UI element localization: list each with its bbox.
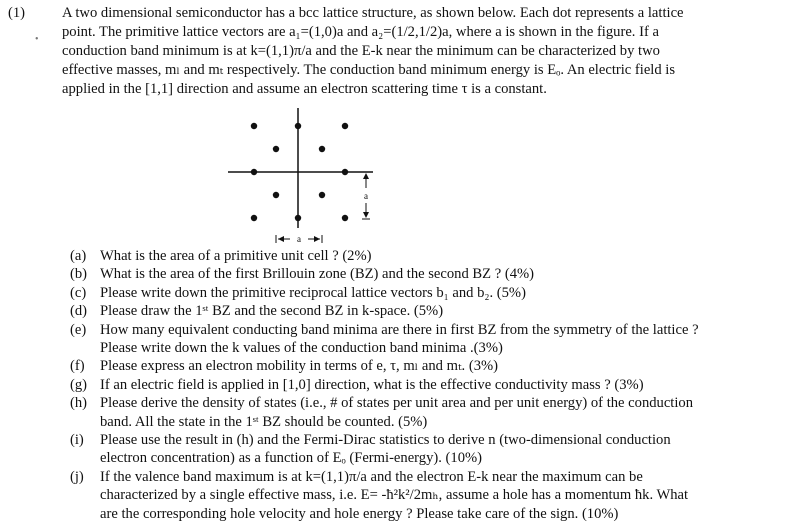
dimension-label-horizontal: a: [297, 234, 301, 244]
arrowhead-down-icon: [363, 212, 369, 218]
part-line: electron concentration) as a function of Eₒ (Fermi-energy). (10%): [100, 450, 483, 467]
arrowhead-left-icon: [278, 236, 284, 242]
lattice-point: [342, 123, 348, 129]
question-part-e: [70, 321, 804, 358]
part-text: [100, 376, 804, 394]
part-label: (j): [70, 468, 84, 485]
part-text: [100, 265, 804, 283]
lattice-point: [295, 215, 301, 221]
part-line: What is the area of the first Brillouin zone (BZ) and the second BZ ? (4%): [100, 266, 535, 283]
part-label: (a): [70, 248, 87, 264]
part-label: (c): [70, 284, 87, 301]
lattice-point: [273, 146, 279, 152]
question-part-a: [70, 247, 804, 265]
arrowhead-right-icon: [314, 236, 320, 242]
part-text: [100, 357, 804, 375]
part-text: [100, 302, 804, 320]
dimension-label-vertical: a: [364, 191, 368, 201]
part-line: If the valence band maximum is at k=(1,1)π/a and the electron E-k near the maximum can be: [100, 468, 643, 485]
part-line: Please use the result in (h) and the Fermi-Dirac statistics to derive n (two-dimensional conduction: [100, 432, 671, 449]
problem-number: (1): [8, 5, 26, 21]
part-label: (d): [70, 303, 88, 320]
margin-mark: •: [35, 34, 39, 45]
question-part-b: [70, 265, 804, 283]
intro-line: effective masses, mₗ and mₜ respectively. The conduction band minimum energy is Eₒ. An electric field is: [62, 62, 676, 78]
part-label: (h): [70, 395, 88, 412]
part-label: (g): [70, 376, 88, 393]
part-line: are the corresponding hole velocity and hole energy ? Please take care of the sign. (10%): [100, 505, 619, 522]
part-text: [100, 321, 804, 358]
lattice-point: [251, 215, 257, 221]
intro-line: point. The primitive lattice vectors are a₁=(1,0)a and a₂=(1/2,1/2)a, where a is shown in the figure. If a: [62, 24, 659, 40]
part-line: Please express an electron mobility in terms of e, τ, mₗ and mₜ. (3%): [100, 358, 499, 375]
part-line: band. All the state in the 1ˢᵗ BZ should be counted. (5%): [100, 413, 428, 430]
part-text: [100, 247, 804, 265]
question-part-j: [70, 468, 804, 523]
lattice-diagram: [228, 108, 398, 248]
intro-line: applied in the [1,1] direction and assume an electron scattering time τ is a constant.: [62, 81, 547, 97]
part-line: If an electric field is applied in [1,0] direction, what is the effective conductivity mass ? (3%): [100, 376, 644, 393]
part-line: Please write down the k values of the conduction band minima .(3%): [100, 340, 503, 357]
intro-line: A two dimensional semiconductor has a bcc lattice structure, as shown below. Each dot represents a lattice: [62, 5, 684, 21]
question-part-d: [70, 302, 804, 320]
lattice-point: [295, 123, 301, 129]
part-line: characterized by a single effective mass, i.e. E= -ħ²k²/2mₕ, assume a hole has a momentum ħk. What: [100, 487, 689, 504]
lattice-point: [319, 192, 325, 198]
part-line: How many equivalent conducting band minima are there in first BZ from the symmetry of the lattice ?: [100, 321, 699, 338]
problem-intro: [8, 4, 802, 99]
part-line: Please draw the 1ˢᵗ BZ and the second BZ in k-space. (5%): [100, 303, 444, 320]
part-label: (e): [70, 321, 87, 338]
part-label: (i): [70, 432, 84, 449]
lattice-point: [251, 169, 257, 175]
arrowhead-up-icon: [363, 173, 369, 179]
lattice-point: [273, 192, 279, 198]
lattice-point: [251, 123, 257, 129]
question-part-c: [70, 284, 804, 302]
intro-line: conduction band minimum is at k=(1,1)π/a and the E-k near the minimum can be characterized by two: [62, 43, 660, 59]
question-part-h: [70, 394, 804, 431]
part-text: [100, 431, 804, 468]
part-label: (f): [70, 358, 85, 375]
lattice-point: [319, 146, 325, 152]
lattice-point: [342, 215, 348, 221]
question-part-f: [70, 357, 804, 375]
part-line: Please write down the primitive reciprocal lattice vectors b₁ and b₂. (5%): [100, 284, 526, 301]
part-text: [100, 394, 804, 431]
part-line: What is the area of a primitive unit cell ? (2%): [100, 248, 372, 264]
part-line: Please derive the density of states (i.e., # of states per unit area and per unit energy) of the conduction: [100, 395, 694, 412]
question-parts: [70, 247, 804, 523]
lattice-point: [342, 169, 348, 175]
question-part-i: [70, 431, 804, 468]
part-text: [100, 468, 804, 523]
problem-statement: [62, 4, 802, 99]
part-label: (b): [70, 266, 88, 283]
question-part-g: [70, 376, 804, 394]
part-text: [100, 284, 804, 302]
